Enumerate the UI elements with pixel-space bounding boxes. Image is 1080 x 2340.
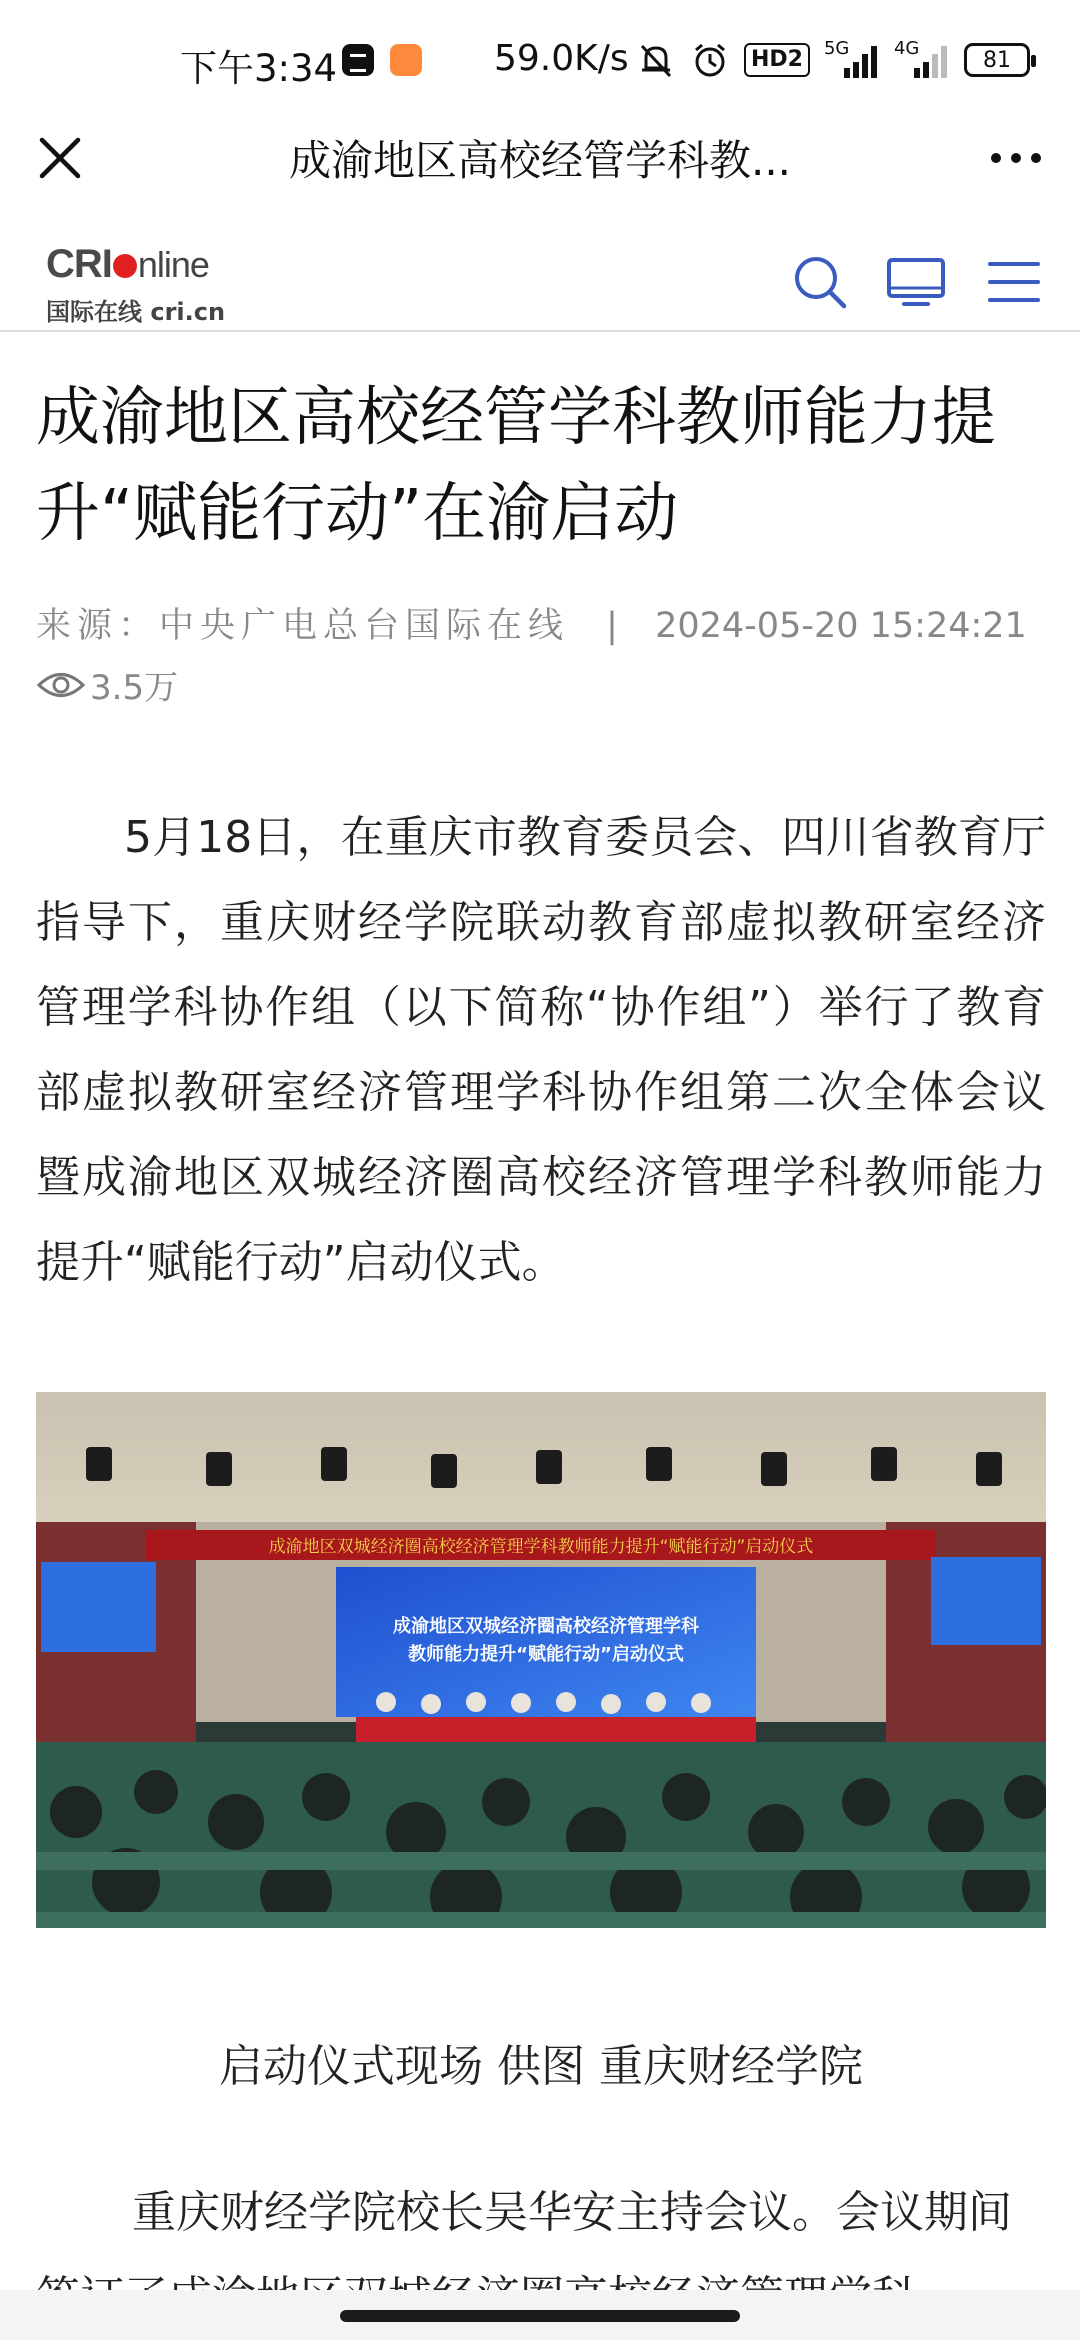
logo-wordmark: CRI nline [46,242,209,286]
signal-4g-icon [893,38,950,78]
view-count-value: 3.5万 [90,668,179,708]
signal-5g-tag: 5G [823,38,850,59]
article-meta [36,598,1046,648]
article-datetime: 2024-05-20 15:24:21 [655,606,1027,646]
capcut-app-icon [342,44,374,76]
alarm-icon [690,40,730,80]
view-count [36,660,1046,709]
photo-banner-text: 成渝地区双城经济圈高校经济管理学科教师能力提升“赋能行动”启动仪式 [268,1537,814,1557]
photo-screen-line2: 教师能力提升“赋能行动”启动仪式 [408,1644,684,1665]
photo-screen-line1: 成渝地区双城经济圈高校经济管理学科 [393,1616,699,1637]
ceremony-photo [36,1392,1046,1928]
hd-voice-icon: HD2 [744,43,810,77]
battery-icon [964,43,1030,77]
signal-4g-tag: 4G [893,38,920,59]
cri-online-logo[interactable] [46,242,236,326]
mute-bell-icon [636,40,676,80]
signal-5g-icon [823,38,880,78]
status-time: 下午3:34 [180,47,338,90]
more-options-icon[interactable] [988,134,1044,182]
home-indicator[interactable] [340,2310,740,2322]
search-icon[interactable] [790,252,850,312]
close-icon[interactable] [36,134,84,182]
menu-icon[interactable] [984,252,1044,312]
logo-subtitle: 国际在线 cri.cn [46,298,226,326]
nav-title: 成渝地区高校经管学科教... [288,136,792,185]
eye-icon [36,668,86,702]
nav-bar [0,120,1080,196]
article-headline: 成渝地区高校经管学科教师能力提升“赋能行动”在渝启动 [36,381,996,551]
site-header [0,232,1080,332]
live-tv-icon[interactable] [886,252,946,312]
article-source: 来源：中央广电总台国际在线 [36,606,570,646]
status-icons [636,40,1030,80]
article [36,370,1046,1305]
article-paragraph-2: 重庆财经学院校长吴华安主持会议。会议期间 [132,2187,1012,2238]
mi-app-icon [390,44,422,76]
article-paragraph: 5月18日，在重庆市教育委员会、四川省教育厅指导下，重庆财经学院联动教育部虚拟教研室经济管理学科协作组（以下简称“协作组”）举行了教育部虚拟教研室经济管理学科协作组第二次全体会议暨成渝地区双城经济圈高校经济管理学科教师能力提升“赋能行动”启动仪式。 [36,812,1046,1288]
photo-caption: 启动仪式现场 供图 重庆财经学院 [219,2041,863,2092]
meta-separator: | [606,606,618,646]
article-photo[interactable] [36,1392,1046,1928]
network-speed: 59.0K/s [494,38,629,79]
battery-level: 81 [982,47,1011,73]
status-bar [0,0,1080,120]
logo-red-dot [113,254,137,278]
